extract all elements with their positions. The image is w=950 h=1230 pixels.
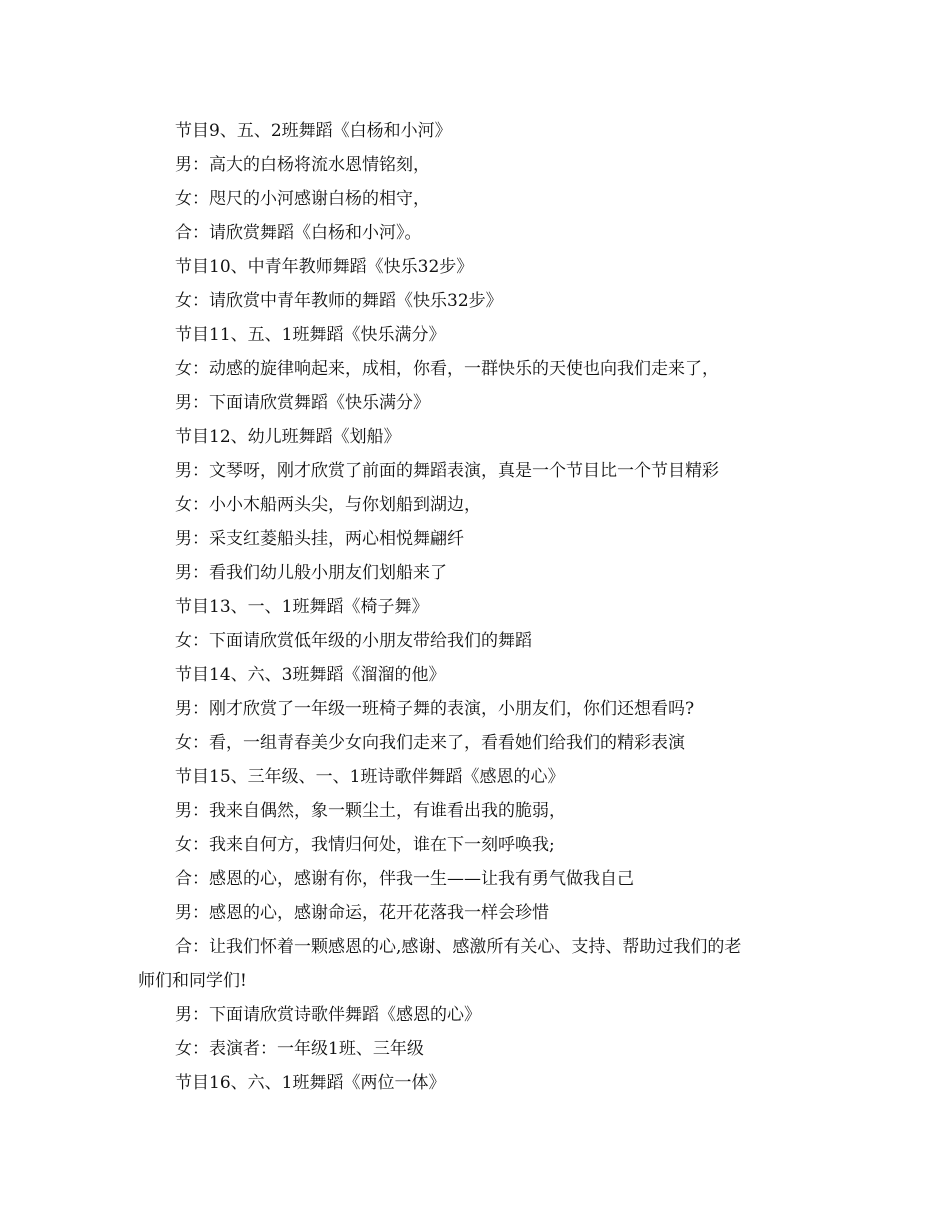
dialogue-line: 男：下面请欣赏诗歌伴舞蹈《感恩的心》 <box>175 1005 481 1025</box>
dialogue-line: 男：刚才欣赏了一年级一班椅子舞的表演，小朋友们，你们还想看吗? <box>175 699 695 719</box>
dialogue-line: 男：采支红菱船头挂，两心相悦舞翩纤 <box>175 529 464 549</box>
dialogue-line: 男：高大的白杨将流水恩情铭刻， <box>175 155 430 175</box>
dialogue-line: 女：看，一组青春美少女向我们走来了，看看她们给我们的精彩表演 <box>175 733 685 753</box>
dialogue-line: 合：让我们怀着一颗感恩的心,感谢、感激所有关心、支持、帮助过我们的老 <box>175 937 742 957</box>
program-heading-14: 节目14、六、3班舞蹈《溜溜的他》 <box>175 665 446 685</box>
dialogue-line: 女：请欣赏中青年教师的舞蹈《快乐32步》 <box>175 291 503 311</box>
program-heading-13: 节目13、一、1班舞蹈《椅子舞》 <box>175 597 429 617</box>
dialogue-line: 女：我来自何方，我情归何处，谁在下一刻呼唤我; <box>175 835 555 855</box>
dialogue-line: 女：咫尺的小河感谢白杨的相守， <box>175 189 430 209</box>
dialogue-line: 男：看我们幼儿般小朋友们划船来了 <box>175 563 447 583</box>
program-heading-15: 节目15、三年级、一、1班诗歌伴舞蹈《感恩的心》 <box>175 767 565 787</box>
program-heading-11: 节目11、五、1班舞蹈《快乐满分》 <box>175 325 446 345</box>
dialogue-line: 男：我来自偶然，象一颗尘土，有谁看出我的脆弱， <box>175 801 566 821</box>
dialogue-line-continuation: 师们和同学们! <box>138 971 247 991</box>
dialogue-line: 男：感恩的心，感谢命运，花开花落我一样会珍惜 <box>175 903 549 923</box>
dialogue-line: 男：下面请欣赏舞蹈《快乐满分》 <box>175 393 430 413</box>
program-heading-16: 节目16、六、1班舞蹈《两位一体》 <box>175 1073 446 1093</box>
document-body <box>138 114 828 1100</box>
program-heading-9: 节目9、五、2班舞蹈《白杨和小河》 <box>175 121 452 141</box>
dialogue-line: 女：动感的旋律响起来，成相，你看，一群快乐的天使也向我们走来了， <box>175 359 719 379</box>
dialogue-line: 合：请欣赏舞蹈《白杨和小河》。 <box>175 223 422 243</box>
dialogue-line: 女：小小木船两头尖，与你划船到湖边， <box>175 495 481 515</box>
dialogue-line: 女：下面请欣赏低年级的小朋友带给我们的舞蹈 <box>175 631 532 651</box>
dialogue-line: 女：表演者：一年级1班、三年级 <box>175 1039 424 1059</box>
program-heading-10: 节目10、中青年教师舞蹈《快乐32步》 <box>175 257 474 277</box>
program-heading-12: 节目12、幼儿班舞蹈《划船》 <box>175 427 401 447</box>
dialogue-line: 合：感恩的心，感谢有你，伴我一生——让我有勇气做我自己 <box>175 869 634 889</box>
dialogue-line: 男：文琴呀，刚才欣赏了前面的舞蹈表演，真是一个节目比一个节目精彩 <box>175 461 719 481</box>
